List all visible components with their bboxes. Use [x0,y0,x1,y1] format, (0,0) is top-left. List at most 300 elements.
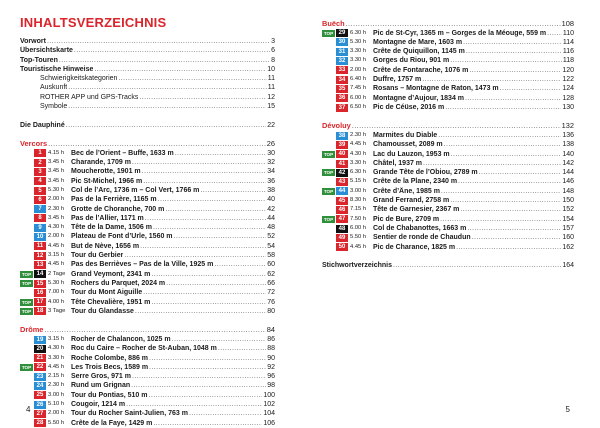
tour-number-badge: 23 [34,373,46,381]
tour-time: 2.30 h [350,131,367,138]
tour-page: 66 [267,279,275,287]
tour-number-badge: 1 [34,149,46,157]
leader-dots [200,186,266,195]
tour-entry[interactable] [20,307,275,316]
tour-page: 162 [562,243,574,251]
leader-dots [153,223,266,232]
tour-entry[interactable] [322,205,574,214]
tour-page: 86 [267,335,275,343]
leader-dots [68,83,266,92]
tour-name: Roc du Caire – Rocher de St-Auban, 1048 m [71,345,217,353]
leader-dots [465,94,561,103]
leader-dots [467,224,561,233]
tour-name: Pic St-Michel, 1966 m [71,177,143,185]
tour-page: 157 [562,224,574,232]
section-page: 108 [561,19,574,28]
tour-entry[interactable] [20,419,275,428]
toc-entry-dauphine[interactable] [20,121,275,130]
tour-entry[interactable] [20,223,275,232]
tour-name: Pic de Céüse, 2016 m [373,103,445,111]
tour-time: 5.30 h [48,186,65,193]
leader-dots [165,205,266,214]
tour-entry[interactable] [20,298,275,307]
tour-name: Tour du Gerbier [71,252,124,260]
tour-page: 116 [562,48,574,56]
tour-number-badge: 47 [336,215,348,223]
tour-time: 6.00 h [350,224,367,231]
tour-name: Grand Ferrand, 2758 m [373,197,450,205]
tour-entry[interactable] [322,84,574,93]
leader-dots [214,260,266,269]
tour-name: Crête de Fontarache, 1076 m [373,66,469,74]
tour-number-badge: 41 [336,160,348,168]
tour-name: Pas des Berrièves – Pas de la Ville, 1925 m [71,261,214,269]
section-heading-devoluy[interactable] [322,121,574,131]
tour-time: 4.30 h [48,224,65,231]
tour-number-badge: 28 [34,419,46,427]
top-badge-placeholder [20,336,33,343]
tour-entry[interactable] [322,233,574,242]
tour-name: Crête de la Faye, 1429 m [71,419,153,427]
leader-dots [441,187,561,196]
tour-page: 30 [267,149,275,157]
tour-entry[interactable] [20,205,275,214]
tour-time: 3.45 h [48,168,65,175]
tour-time: 5.15 h [350,178,367,185]
toc-entry[interactable] [20,74,275,83]
toc-entry[interactable] [20,65,275,74]
tour-entry[interactable] [322,196,574,205]
tour-entry[interactable] [322,177,574,186]
tour-name: Tour du Rocher Saint-Julien, 763 m [71,410,188,418]
tour-number-badge: 7 [34,205,46,213]
tour-number-badge: 20 [34,345,46,353]
tour-time: 6.50 h [350,103,367,110]
leader-dots [166,279,266,288]
tour-time: 3.00 h [350,187,367,194]
leader-dots [139,93,266,102]
tour-name: Tour du Pontias, 510 m [71,391,148,399]
tour-time: 3.30 h [48,354,65,361]
section-name: Vercors [20,139,48,149]
tour-number-badge: 37 [336,104,348,112]
top-badge: TOP [323,188,334,194]
top-badge-placeholder [322,160,335,167]
tour-name: Crête de la Plane, 2340 m [373,178,458,186]
tour-entry[interactable] [20,279,275,288]
tour-time: 4.30 h [48,345,65,352]
entry-label: Übersichtskarte [20,47,73,55]
tour-page: 102 [263,400,275,408]
tour-page: 124 [562,85,574,93]
tour-entry[interactable] [20,400,275,409]
tour-page: 130 [562,103,574,111]
tour-time: 2.15 h [48,373,65,380]
tour-name: Tour du Glandasse [71,307,134,315]
tour-number-badge: 36 [336,94,348,102]
entry-label: Touristische Hinweise [20,65,94,73]
tour-entry[interactable] [322,215,574,224]
top-badge-placeholder [20,345,33,352]
tour-entry[interactable] [322,66,574,75]
entry-page: 164 [562,262,574,270]
tour-page: 88 [267,345,275,353]
tour-number-badge: 12 [34,252,46,260]
top-badge: TOP [323,151,334,157]
top-badge-placeholder [322,39,335,46]
tour-number-badge: 26 [34,401,46,409]
tour-page: 60 [267,261,275,269]
tour-page: 118 [562,57,574,65]
tour-number-badge: 46 [336,206,348,214]
leader-dots [118,74,266,83]
top-badge-placeholder [20,383,33,390]
top-badge-placeholder [20,159,33,166]
top-badge-placeholder [20,187,33,194]
tour-number-badge: 42 [336,169,348,177]
toc-entry[interactable] [20,102,275,111]
tour-time: 7.45 h [350,85,367,92]
tour-page: 96 [267,373,275,381]
entry-page: 15 [267,103,275,111]
tour-number-badge: 4 [34,177,46,185]
tour-name: But de Nève, 1656 m [71,242,140,250]
entry-page: 12 [267,93,275,101]
leader-dots [59,56,270,65]
tour-entry[interactable] [322,168,574,177]
tour-number-badge: 45 [336,197,348,205]
tour-number-badge: 35 [336,85,348,93]
toc-entry[interactable] [20,83,275,92]
tour-entry[interactable] [20,409,275,418]
tour-entry[interactable] [322,75,574,84]
leader-dots [393,261,561,270]
tour-name: Pic de Bure, 2709 m [373,215,440,223]
tour-entry[interactable] [20,288,275,297]
leader-dots [174,232,267,241]
section-page: 26 [266,139,275,149]
tour-entry[interactable] [322,29,574,38]
tour-time: 3.45 h [48,177,65,184]
tour-page: 146 [562,178,574,186]
tour-time: 4.45 h [48,261,65,268]
leader-dots [218,344,266,353]
tour-time: 2.00 h [48,233,65,240]
tour-name: Châtel, 1937 m [373,159,423,167]
tour-entry[interactable] [20,270,275,279]
leader-dots [47,37,270,46]
entry-page: 22 [267,121,275,129]
tour-page: 48 [267,224,275,232]
leader-dots [126,400,262,409]
spacer [20,130,275,139]
leader-dots [135,307,266,316]
tour-entry[interactable] [20,158,275,167]
tour-page: 72 [267,289,275,297]
entry-label: Die Dauphiné [20,121,65,129]
tour-time: 3.30 h [350,57,367,64]
top-badge-placeholder [322,206,335,213]
tour-number-badge: 9 [34,224,46,232]
tour-entry[interactable] [322,224,574,233]
top-badge-placeholder [20,150,33,157]
tour-entry[interactable] [20,242,275,251]
tour-number-badge: 44 [336,187,348,195]
section-heading-drome[interactable] [20,325,275,335]
tour-page: 34 [267,168,275,176]
tour-number-badge: 50 [336,243,348,251]
tour-entry[interactable] [322,131,574,140]
leader-dots [463,38,562,47]
tour-name: Grotte de Choranche, 700 m [71,205,165,213]
tour-number-badge: 3 [34,168,46,176]
entry-label: Symbole [40,103,68,111]
tour-number-badge: 14 [34,270,46,278]
tour-entry[interactable] [20,335,275,344]
tour-page: 148 [562,187,574,195]
tour-number-badge: 30 [336,38,348,46]
tour-entry[interactable] [322,56,574,65]
top-badge: TOP [323,216,334,222]
tour-entry[interactable] [322,94,574,103]
toc-entry[interactable] [20,56,275,65]
tour-time: 4.45 h [48,363,65,370]
tour-time: 8.30 h [350,197,367,204]
tour-name: Rosans – Montagne de Raton, 1473 m [373,85,499,93]
tour-time: 4.00 h [48,298,65,305]
tour-page: 90 [267,354,275,362]
top-badge-placeholder [20,196,33,203]
tour-number-badge: 40 [336,150,348,158]
tour-name: Plateau de Font d’Urle, 1560 m [71,233,173,241]
tour-entry[interactable] [20,260,275,269]
top-badge: TOP [21,308,32,314]
top-badge-placeholder [20,206,33,213]
top-badge: TOP [21,281,32,287]
tour-number-badge: 21 [34,354,46,362]
top-badge-placeholder [322,104,335,111]
tour-page: 150 [562,197,574,205]
leader-dots [143,177,266,186]
tour-entry[interactable] [20,167,275,176]
tour-name: Col de l’Arc, 1736 m – Col Vert, 1766 m [71,186,200,194]
top-badge-placeholder [322,48,335,55]
tour-page: 76 [267,298,275,306]
tour-entry[interactable] [20,232,275,241]
top-badge-placeholder [322,95,335,102]
tour-name: Tête de la Dame, 1506 m [71,224,152,232]
spacer [20,111,275,120]
tour-time: 4.30 h [350,150,367,157]
leader-dots [48,139,266,149]
top-badge-placeholder [20,261,33,268]
top-badge-placeholder [322,179,335,186]
leader-dots [500,84,562,93]
tour-entry[interactable] [20,344,275,353]
leader-dots [479,168,562,177]
top-badge-placeholder [20,373,33,380]
leader-dots [547,29,562,38]
tour-number-badge: 49 [336,234,348,242]
tour-time: 3.15 h [48,335,65,342]
tour-entry[interactable] [20,186,275,195]
leader-dots [450,196,561,205]
tour-number-badge: 43 [336,178,348,186]
tour-page: 120 [562,66,574,74]
top-badge: TOP [323,30,334,36]
tour-number-badge: 17 [34,298,46,306]
tour-entry[interactable] [20,214,275,223]
leader-dots [444,140,562,149]
leader-dots [149,391,263,400]
tour-time: 5.30 h [350,38,367,45]
tour-number-badge: 24 [34,382,46,390]
tour-name: Rocher de Chalancon, 1025 m [71,335,171,343]
tour-number-badge: 10 [34,233,46,241]
tour-time: 7.15 h [350,206,367,213]
leader-dots [142,167,267,176]
leader-dots [124,251,266,260]
entry-page: 11 [267,84,275,92]
tour-time: 2.30 h [48,382,65,389]
tour-entry[interactable] [322,187,574,196]
tour-time: 2.00 h [350,66,367,73]
leader-dots [68,102,266,111]
leader-dots [175,149,267,158]
tour-time: 7.00 h [48,289,65,296]
leader-dots [438,131,561,140]
tour-name: Tête de Garnesier, 2367 m [373,206,460,214]
tour-page: 44 [267,214,275,222]
tour-name: Gorges du Riou, 901 m [373,57,450,65]
top-badge-placeholder [322,85,335,92]
tour-entry[interactable] [322,243,574,252]
leader-dots [346,19,561,29]
tour-number-badge: 5 [34,187,46,195]
leader-dots [143,288,266,297]
tour-time: 2.30 h [48,205,65,212]
leader-dots [422,75,561,84]
toc-entry[interactable] [20,37,275,46]
tour-number-badge: 6 [34,196,46,204]
tour-number-badge: 16 [34,289,46,297]
leader-dots [151,298,266,307]
entry-page: 6 [271,47,275,55]
top-badge: TOP [21,299,32,305]
tour-number-badge: 18 [34,307,46,315]
top-badge-placeholder [20,289,33,296]
tour-name: Tête Chevalière, 1951 m [71,298,151,306]
tour-time: 6.30 h [350,29,367,36]
top-badge-placeholder [20,420,33,427]
tour-page: 136 [562,131,574,139]
tour-entry[interactable] [20,149,275,158]
section-heading-vercors[interactable] [20,139,275,149]
tour-name: Grande Tête de l’Obiou, 2789 m [373,169,478,177]
leader-dots [352,121,561,131]
tour-time: 7.50 h [350,215,367,222]
leader-dots [460,205,561,214]
leader-dots [445,103,561,112]
tour-number-badge: 11 [34,242,46,250]
tour-entry[interactable] [20,363,275,372]
page-title: INHALTSVERZEICHNIS [20,15,167,30]
leader-dots [440,215,561,224]
tour-name: Pas de l’Allier, 1171 m [71,214,144,222]
tour-page: 128 [562,94,574,102]
tour-entry[interactable] [322,103,574,112]
tour-number-badge: 15 [34,280,46,288]
spacer [322,112,574,121]
entry-label: Vorwort [20,38,46,45]
tour-name: Pic de St-Cyr, 1365 m – Gorges de la Méouge, 559 m [373,29,547,37]
tour-name: Pic de Charance, 1825 m [373,243,456,251]
tour-entry[interactable] [322,140,574,149]
entry-page: 3 [271,38,275,45]
tour-page: 36 [267,177,275,185]
tour-page: 140 [562,150,574,158]
section-name: Drôme [20,325,44,335]
leader-dots [189,409,262,418]
tour-name: Duffre, 1757 m [373,75,422,83]
tour-page: 52 [267,233,275,241]
tour-time: 3.15 h [48,252,65,259]
entry-label: ROTHER APP und GPS-Tracks [40,93,139,101]
tour-page: 154 [562,215,574,223]
tour-page: 54 [267,242,275,250]
tour-page: 98 [267,382,275,390]
top-badge-placeholder [322,58,335,65]
tour-page: 62 [267,270,275,278]
tour-number-badge: 32 [336,57,348,65]
page-number-right: 5 [565,405,570,414]
tour-entry[interactable] [322,150,574,159]
tour-entry[interactable] [20,391,275,400]
tour-number-badge: 22 [34,363,46,371]
tour-entry[interactable] [20,251,275,260]
tour-name: Roche Colombe, 886 m [71,354,149,362]
toc-entry[interactable] [20,93,275,102]
right-page [300,0,600,428]
top-badge-placeholder [20,215,33,222]
tour-entry[interactable] [322,47,574,56]
tour-name: Marmites du Diable [373,131,438,139]
tour-time: 6.40 h [350,75,367,82]
top-badge-placeholder [20,392,33,399]
tour-entry[interactable] [20,381,275,390]
tour-entry[interactable] [322,38,574,47]
tour-entry[interactable] [20,372,275,381]
toc-entry[interactable] [20,46,275,55]
tour-entry[interactable] [20,354,275,363]
tour-entry[interactable] [20,195,275,204]
tour-name: Cougoir, 1214 m [71,400,126,408]
tour-time: 5.50 h [48,419,65,426]
entry-label: Stichwortverzeichnis [322,262,393,270]
tour-name: Rund um Grignan [71,382,131,390]
tour-page: 32 [267,159,275,167]
toc-right-column [322,19,574,270]
leader-dots [466,47,562,56]
tour-entry[interactable] [322,159,574,168]
section-heading-buech[interactable] [322,19,574,29]
tour-time: 4.15 h [48,149,65,156]
tour-name: Serre Gros, 971 m [71,373,131,381]
tour-entry[interactable] [20,177,275,186]
entry-page: 10 [267,65,275,73]
toc-entry-index[interactable] [322,261,574,270]
top-badge-placeholder [20,169,33,176]
